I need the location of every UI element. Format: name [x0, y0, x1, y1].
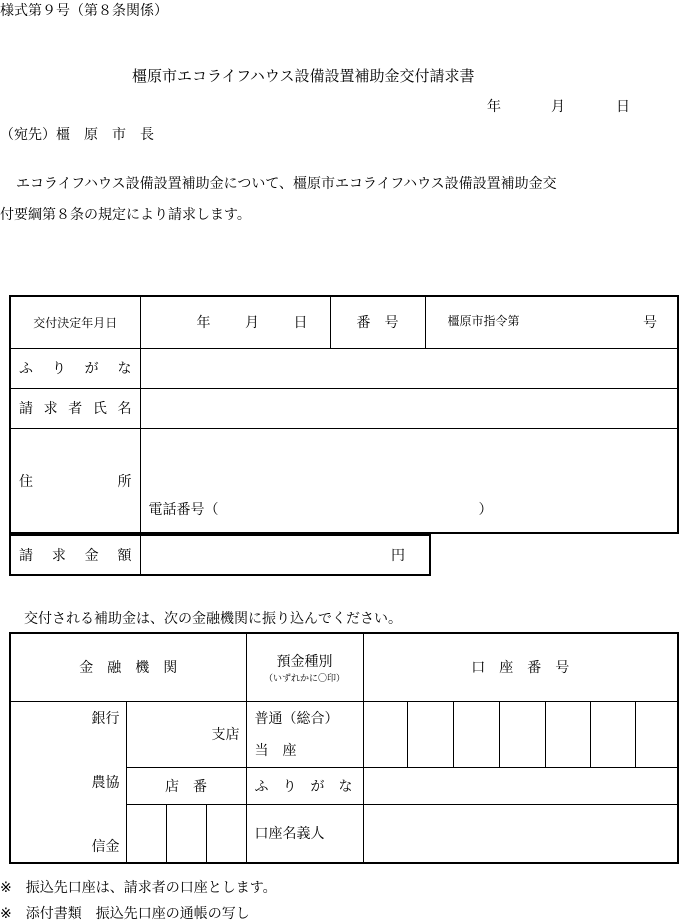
amount-label: 請 求 金 額 — [10, 535, 140, 575]
order-suffix: 号 — [643, 315, 657, 332]
address-input[interactable] — [140, 428, 678, 533]
phone-label: 電話番号（ — [148, 501, 219, 518]
institution-type-cell[interactable] — [10, 701, 126, 863]
address-label: 住 所 — [10, 428, 140, 533]
deposit-type-note: （いずれかに〇印） — [263, 673, 345, 684]
number-label: 番 号 — [330, 296, 425, 348]
decision-date-label: 交付決定年月日 — [10, 296, 140, 348]
addressee: （宛先）橿 原 市 長 — [0, 127, 154, 143]
coop-option[interactable]: 農協 — [91, 774, 120, 791]
account-digit-3[interactable] — [453, 701, 499, 767]
branch-number-digit-3[interactable] — [206, 804, 246, 863]
ordinary-option[interactable]: 普通（総合） — [254, 711, 339, 727]
form-title: 橿原市エコライフハウス設備設置補助金交付請求書 — [132, 67, 475, 85]
amount-table — [9, 534, 431, 576]
branch-name-input[interactable] — [126, 701, 246, 767]
institution-label: 金 融 機 関 — [10, 633, 246, 701]
branch-number-label: 店 番 — [126, 767, 246, 804]
current-option[interactable]: 当 座 — [254, 743, 297, 759]
furigana-input[interactable] — [140, 348, 678, 388]
bank-table — [9, 632, 679, 864]
shinkin-option[interactable]: 信金 — [91, 838, 120, 855]
deposit-type-options[interactable] — [246, 701, 363, 767]
furigana-label: ふ り が な — [10, 348, 140, 388]
account-digit-6[interactable] — [590, 701, 635, 767]
date-month: 月 — [551, 99, 565, 115]
deposit-type-label: 預金種別 — [276, 653, 333, 670]
note-account: ※ 振込先口座は、請求者の口座とします。 — [0, 880, 277, 896]
deposit-type-header — [246, 633, 363, 701]
transfer-note: 交付される補助金は、次の金融機関に振り込んでください。 — [24, 611, 402, 627]
account-number-label: 口 座 番 号 — [363, 633, 678, 701]
branch-label: 支店 — [211, 727, 240, 743]
account-digit-4[interactable] — [499, 701, 545, 767]
body-line-2: 付要綱第８条の規定により請求します。 — [0, 207, 251, 223]
order-number-field[interactable] — [425, 296, 678, 348]
branch-number-digit-1[interactable] — [126, 804, 166, 863]
order-prefix: 橿原市指令第 — [447, 314, 520, 329]
phone-close: ） — [478, 501, 493, 518]
applicant-table — [9, 295, 679, 534]
decision-date-field[interactable] — [140, 296, 330, 348]
body-line-1: エコライフハウス設備設置補助金について、橿原市エコライフハウス設備設置補助金交 — [16, 176, 557, 192]
amount-input[interactable] — [140, 535, 430, 575]
applicant-name-label: 請 求 者 氏 名 — [10, 388, 140, 428]
account-holder-input[interactable] — [363, 804, 678, 863]
decision-day-label: 日 — [293, 315, 308, 332]
account-digit-2[interactable] — [407, 701, 453, 767]
branch-number-digit-2[interactable] — [166, 804, 206, 863]
account-digit-7[interactable] — [635, 701, 678, 767]
form-number: 様式第９号（第８条関係） — [0, 3, 168, 19]
account-furigana-label: ふ り が な — [246, 767, 363, 804]
account-digit-5[interactable] — [545, 701, 590, 767]
bank-option[interactable]: 銀行 — [91, 710, 120, 727]
decision-month-label: 月 — [245, 315, 259, 332]
date-year: 年 — [487, 99, 501, 115]
note-attachment: ※ 添付書類 振込先口座の通帳の写し — [0, 906, 250, 922]
account-digit-1[interactable] — [363, 701, 407, 767]
account-holder-label: 口座名義人 — [246, 804, 363, 863]
decision-year-label: 年 — [196, 315, 211, 332]
date-day: 日 — [616, 99, 630, 115]
account-furigana-input[interactable] — [363, 767, 678, 804]
yen-unit: 円 — [391, 548, 405, 564]
applicant-name-input[interactable] — [140, 388, 678, 428]
